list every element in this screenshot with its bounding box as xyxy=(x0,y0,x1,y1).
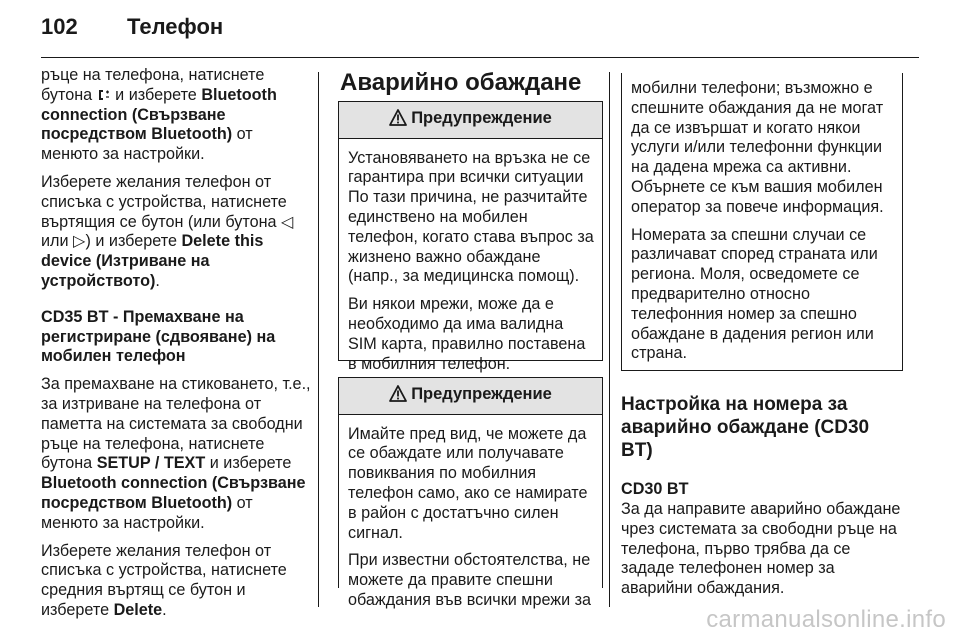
paragraph: Имайте пред вид, че можете да се обаждате или получавате повиквания по мобилния телефон само, ако се намирате в район с достатъчно силен сигнал. xyxy=(348,424,588,542)
text: Изберете желания телефон от списъка с устройства, натиснете средния въртящ се бутон и изберете xyxy=(41,541,287,619)
menu-option: Bluetooth connection (Свързване посредством Bluetooth) xyxy=(41,85,277,144)
header-rule xyxy=(41,57,919,58)
paragraph: мобилни телефони; възможно е спешните обаждания да не могат да се извършат и когато някои услуги и/или телефонни функции на дадена мрежа са активни. Обърнете се към вашия мобилен оператор за повече информация. xyxy=(631,79,884,216)
watermark: carmanualsonline.info xyxy=(706,606,946,633)
paragraph: За да направите аварийно обаждане чрез системата за свободни ръце на телефона, първо трябва да се зададе телефонен номер за аварийни обаждания. xyxy=(621,499,901,598)
column-2 xyxy=(331,69,603,609)
text: . xyxy=(162,600,167,619)
menu-option: Delete xyxy=(113,600,163,619)
text: от менюто за настройки. xyxy=(41,493,253,532)
warning-box-body xyxy=(622,73,902,370)
text: и изберете xyxy=(110,85,202,104)
subheading: CD30 BT xyxy=(621,480,689,499)
warning-box-header xyxy=(339,102,602,139)
warning-box-body xyxy=(339,139,602,381)
warning-box xyxy=(338,377,603,609)
warning-box-body xyxy=(339,415,602,617)
section-title: Аварийно обаждане xyxy=(340,69,582,96)
phone-settings-icon xyxy=(97,86,111,104)
button-name: SETUP / TEXT xyxy=(96,454,206,473)
warning-triangle-icon xyxy=(389,385,407,408)
page-header xyxy=(41,14,223,40)
paragraph: При известни обстоятелства, не можете да правите спешни обаждания във всички мрежи за xyxy=(348,551,592,609)
column-divider-2 xyxy=(609,72,610,607)
paragraph xyxy=(41,66,311,165)
text: ръце на телефона, натиснете бутона xyxy=(41,66,265,104)
column-3 xyxy=(621,73,903,607)
paragraph xyxy=(41,375,311,533)
paragraph: Установяването на връзка не се гарантира при всички ситуации По тази причина, не разчитайте единствено на мобилен телефон, когато става въпрос за жизнено важно обаждане (напр., за медицинска помощ). xyxy=(348,148,594,286)
menu-option: Bluetooth connection (Свързване посредством Bluetooth) xyxy=(41,474,306,512)
section-heading: Настройка на номера за аварийно обаждане (CD30 BT) xyxy=(621,394,870,462)
subheading: CD35 BT - Премахване на регистриране (сдвояване) на мобилен телефон xyxy=(41,307,276,366)
text: и изберете xyxy=(205,454,292,473)
page-title: Телефон xyxy=(127,14,224,39)
warning-triangle-icon xyxy=(389,109,407,132)
warning-title: Предупреждение xyxy=(411,108,552,127)
menu-option: Delete this device (Изтриване на устройството) xyxy=(41,232,264,290)
paragraph xyxy=(41,542,311,621)
column-1 xyxy=(41,66,311,629)
warning-box xyxy=(338,101,603,373)
text: от менюто за настройки. xyxy=(41,125,253,164)
column-divider-1 xyxy=(318,72,319,607)
paragraph: Ви някои мрежи, може да е необходимо да има валидна SIM карта, правилно поставена в мобилния телефон. xyxy=(348,295,586,373)
text: Изберете желания телефон от списъка с устройства, натиснете въртящия се бутон (или бутона ◁ или ▷) и изберете xyxy=(41,172,294,251)
text: За премахване на стиковането, т.е., за изтриване на телефона от паметта на системата за свободни ръце на телефона, натиснете бутона xyxy=(41,375,311,473)
paragraph xyxy=(41,173,311,292)
warning-title: Предупреждение xyxy=(411,384,552,403)
paragraph: Номерата за спешни случаи се различават според страната или региона. Моля, осведомете се предварително относно телефонния номер за спешно обаждане в дадения регион или страна. xyxy=(631,225,878,363)
page-number: 102 xyxy=(41,14,78,39)
warning-box-continued xyxy=(621,73,903,371)
text: . xyxy=(155,271,160,290)
warning-box-header xyxy=(339,378,602,415)
